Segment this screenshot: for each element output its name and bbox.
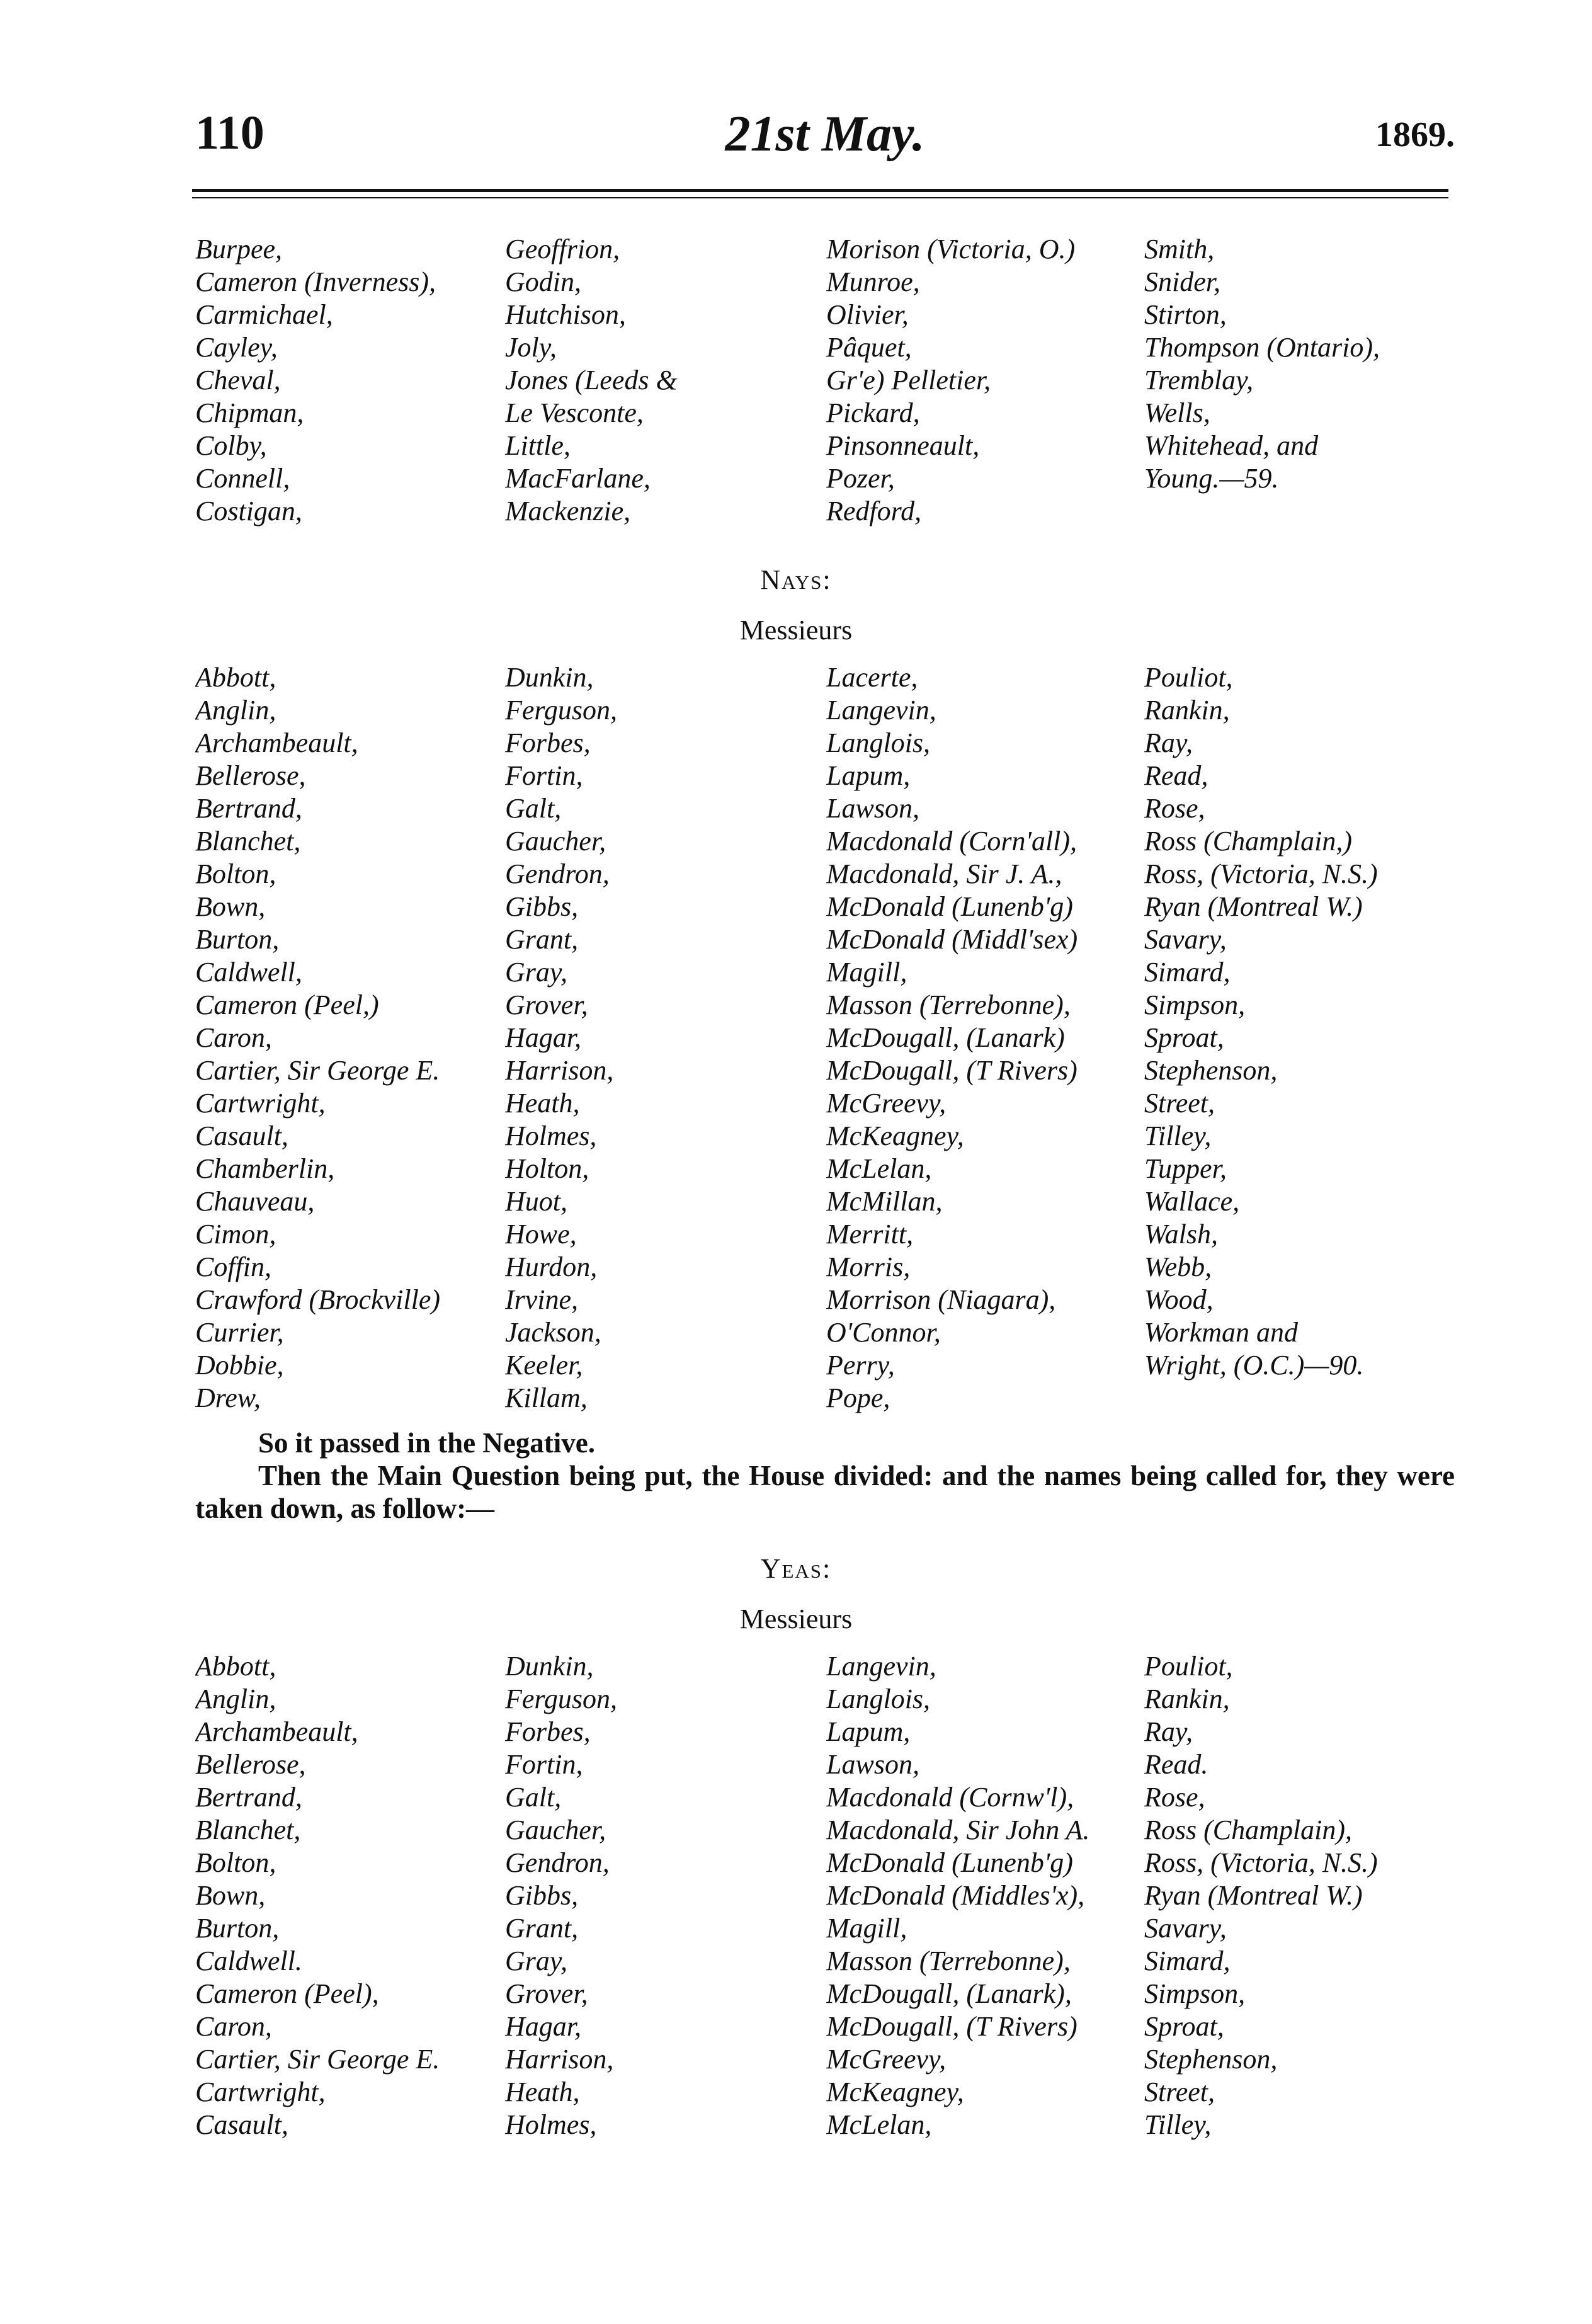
member-name: Grant,	[505, 924, 579, 955]
member-name: Ray,	[1144, 1716, 1193, 1747]
member-name: Ryan (Montreal W.)	[1144, 1880, 1363, 1911]
member-name: McGreevy,	[826, 1088, 947, 1119]
member-name: Gendron,	[505, 1847, 610, 1878]
member-name: Wright, (O.C.)—90.	[1144, 1350, 1364, 1381]
member-name: Morison (Victoria, O.)	[826, 234, 1076, 265]
member-name: Cartwright,	[195, 1088, 326, 1119]
member-name: Gray,	[505, 1945, 567, 1976]
member-name: Pouliot,	[1144, 1651, 1233, 1682]
member-name: Dunkin,	[505, 1651, 594, 1682]
member-name: Currier,	[195, 1317, 284, 1348]
member-name: Pâquet,	[826, 332, 912, 363]
member-name: Macdonald (Corn'all),	[826, 826, 1077, 857]
member-name: Savary,	[1144, 924, 1227, 955]
header-rule-thin	[192, 197, 1448, 198]
member-name: Fortin,	[505, 1749, 583, 1780]
member-name: Hagar,	[505, 1022, 582, 1053]
member-name: Drew,	[195, 1382, 261, 1413]
member-name: Holmes,	[505, 1120, 597, 1151]
member-name: Caron,	[195, 1022, 272, 1053]
nays-list	[195, 661, 1455, 1415]
member-name: Jackson,	[505, 1317, 601, 1348]
main-question-text: Then the Main Question being put, the House divided: and the names being called for, they were taken down, as follow:—	[195, 1460, 1455, 1524]
member-name: Redford,	[826, 496, 922, 527]
member-name: Olivier,	[826, 299, 909, 330]
member-name: Bown,	[195, 891, 266, 922]
member-name: Gibbs,	[505, 1880, 579, 1911]
member-name: Langevin,	[826, 695, 936, 726]
member-name: Chauveau,	[195, 1186, 315, 1217]
member-name: Le Vesconte,	[505, 397, 644, 428]
member-name: Gendron,	[505, 858, 610, 889]
member-name	[1144, 1382, 1455, 1415]
member-name: McLelan,	[826, 2109, 932, 2140]
member-name: Mackenzie,	[505, 496, 631, 527]
member-name: Geoffrion,	[505, 234, 620, 265]
member-name: Pinsonneault,	[826, 430, 980, 461]
member-name: Stephenson,	[1144, 1055, 1278, 1086]
member-name: Macdonald (Cornw'l),	[826, 1782, 1074, 1813]
member-name: Ross, (Victoria, N.S.)	[1144, 858, 1378, 889]
member-name: McDougall, (Lanark),	[826, 1978, 1072, 2009]
member-name: Grover,	[505, 1978, 588, 2009]
member-name: Wells,	[1144, 397, 1210, 428]
member-name: Connell,	[195, 463, 290, 494]
member-name: Morrison (Niagara),	[826, 1284, 1056, 1315]
member-name: Webb,	[1144, 1251, 1212, 1282]
header-rule-thick	[192, 189, 1448, 192]
member-name: McDonald (Middles'x),	[826, 1880, 1085, 1911]
member-name: Tilley,	[1144, 2109, 1212, 2140]
page-year: 1869.	[1375, 115, 1455, 154]
member-name: Langlois,	[826, 1683, 931, 1714]
member-name: Crawford (Brockville)	[195, 1284, 440, 1315]
member-name: Street,	[1144, 2076, 1215, 2107]
member-name: Thompson (Ontario),	[1144, 332, 1380, 363]
member-name: Burpee,	[195, 234, 283, 265]
member-name: Colby,	[195, 430, 267, 461]
member-name: Macdonald, Sir J. A.,	[826, 858, 1062, 889]
nays-heading: Nays:	[760, 564, 832, 595]
member-name: Archambeault,	[195, 727, 358, 758]
member-name: Cartier, Sir George E.	[195, 2044, 440, 2075]
member-name: Cartier, Sir George E.	[195, 1055, 440, 1086]
member-name: Gaucher,	[505, 826, 606, 857]
member-name: McDonald (Lunenb'g)	[826, 891, 1073, 922]
member-name: McLelan,	[826, 1153, 932, 1184]
member-name: Read.	[1144, 1749, 1208, 1780]
member-name: Bertrand,	[195, 1782, 302, 1813]
member-name: Pickard,	[826, 397, 920, 428]
member-name: Galt,	[505, 793, 562, 824]
member-name: Lawson,	[826, 1749, 919, 1780]
member-name: Tilley,	[1144, 1120, 1212, 1151]
member-name: Merritt,	[826, 1219, 914, 1250]
member-name: Joly,	[505, 332, 557, 363]
member-name: Forbes,	[505, 1716, 591, 1747]
member-name: Dunkin,	[505, 662, 594, 693]
member-name: Masson (Terrebonne),	[826, 1945, 1071, 1976]
member-name: Jones (Leeds &	[505, 365, 678, 396]
member-name: McKeagney,	[826, 2076, 964, 2107]
member-name: Huot,	[505, 1186, 567, 1217]
member-name: Snider,	[1144, 266, 1220, 297]
messieurs-label-2: Messieurs	[739, 1603, 853, 1634]
member-name: Bellerose,	[195, 1749, 306, 1780]
member-name: McDonald (Lunenb'g)	[826, 1847, 1073, 1878]
member-name: Fortin,	[505, 760, 583, 791]
member-name: Tupper,	[1144, 1153, 1227, 1184]
member-name: Morris,	[826, 1251, 911, 1282]
member-name: Caldwell.	[195, 1945, 302, 1976]
member-name: Cheval,	[195, 365, 281, 396]
member-name: Rankin,	[1144, 1683, 1230, 1714]
member-name: Lapum,	[826, 760, 911, 791]
member-name: Burton,	[195, 1913, 280, 1944]
member-name: Caron,	[195, 2011, 272, 2042]
member-name: Hurdon,	[505, 1251, 598, 1282]
member-name: Holmes,	[505, 2109, 597, 2140]
member-name: Abbott,	[195, 662, 276, 693]
member-name: Savary,	[1144, 1913, 1227, 1944]
messieurs-label: Messieurs	[739, 615, 853, 646]
member-name: Howe,	[505, 1219, 577, 1250]
member-name: Cartwright,	[195, 2076, 326, 2107]
member-name: Langevin,	[826, 1651, 936, 1682]
member-name: Sproat,	[1144, 1022, 1224, 1053]
member-name: Little,	[505, 430, 571, 461]
member-name	[1144, 495, 1455, 528]
member-name: Bellerose,	[195, 760, 306, 791]
member-name: MacFarlane,	[505, 463, 651, 494]
member-name: Blanchet,	[195, 1814, 301, 1845]
page-date: 21st May.	[725, 106, 925, 162]
member-name: Cameron (Peel),	[195, 1978, 379, 2009]
member-name: Tremblay,	[1144, 365, 1254, 396]
member-name: Cayley,	[195, 332, 278, 363]
page-number: 110	[195, 106, 264, 159]
member-name: Grant,	[505, 1913, 579, 1944]
member-name: Grover,	[505, 989, 588, 1020]
member-name: McDougall, (T Rivers)	[826, 1055, 1077, 1086]
member-name: Harrison,	[505, 2044, 614, 2075]
member-name: Casault,	[195, 1120, 288, 1151]
yeas-heading: Yeas:	[760, 1553, 832, 1584]
member-name: McDougall, (T Rivers)	[826, 2011, 1077, 2042]
member-name: Heath,	[505, 1088, 580, 1119]
member-name: McKeagney,	[826, 1120, 964, 1151]
member-name: Anglin,	[195, 695, 276, 726]
member-name: Ross (Champlain,)	[1144, 826, 1352, 857]
member-name: Magill,	[826, 957, 907, 988]
member-name: Bertrand,	[195, 793, 302, 824]
member-name: Hagar,	[505, 2011, 582, 2042]
member-name: Street,	[1144, 1088, 1215, 1119]
member-name: Casault,	[195, 2109, 288, 2140]
member-name: Read,	[1144, 760, 1208, 791]
member-name: Cimon,	[195, 1219, 276, 1250]
member-name: Ross, (Victoria, N.S.)	[1144, 1847, 1378, 1878]
member-name: Pozer,	[826, 463, 895, 494]
member-name: Gibbs,	[505, 891, 579, 922]
member-name: Bolton,	[195, 1847, 276, 1878]
member-name: Pouliot,	[1144, 662, 1233, 693]
member-name: Lacerte,	[826, 662, 918, 693]
member-name: Heath,	[505, 2076, 580, 2107]
member-name: Cameron (Peel,)	[195, 989, 379, 1020]
member-name: Munroe,	[826, 266, 920, 297]
member-name: Rose,	[1144, 1782, 1205, 1813]
member-name: Godin,	[505, 266, 581, 297]
member-name: Coffin,	[195, 1251, 272, 1282]
member-name: Langlois,	[826, 727, 931, 758]
passed-negative-text: So it passed in the Negative.	[258, 1427, 596, 1459]
member-name: Ross (Champlain),	[1144, 1814, 1352, 1845]
member-name: Wallace,	[1144, 1186, 1240, 1217]
member-name: Simard,	[1144, 957, 1231, 988]
member-name: Keeler,	[505, 1350, 583, 1381]
member-name: Killam,	[505, 1382, 588, 1413]
member-name: Burton,	[195, 924, 280, 955]
member-name: Ryan (Montreal W.)	[1144, 891, 1363, 922]
yeas-list	[195, 1650, 1455, 2141]
member-name: Walsh,	[1144, 1219, 1218, 1250]
member-name: Bown,	[195, 1880, 266, 1911]
member-name: Anglin,	[195, 1683, 276, 1714]
member-name: O'Connor,	[826, 1317, 941, 1348]
member-name: Sproat,	[1144, 2011, 1224, 2042]
member-name: Wood,	[1144, 1284, 1214, 1315]
member-name: Ferguson,	[505, 1683, 618, 1714]
member-name: Hutchison,	[505, 299, 626, 330]
member-name: Ferguson,	[505, 695, 618, 726]
member-name: Stephenson,	[1144, 2044, 1278, 2075]
member-name: Chipman,	[195, 397, 304, 428]
member-name: Stirton,	[1144, 299, 1227, 330]
yeas-continued-list	[195, 233, 1455, 528]
member-name: Bolton,	[195, 858, 276, 889]
member-name: Irvine,	[505, 1284, 579, 1315]
member-name: Ray,	[1144, 727, 1193, 758]
member-name: Rose,	[1144, 793, 1205, 824]
member-name: Pope,	[826, 1382, 890, 1413]
member-name: Abbott,	[195, 1651, 276, 1682]
member-name: Magill,	[826, 1913, 907, 1944]
member-name: Workman and	[1144, 1317, 1299, 1348]
member-name: Galt,	[505, 1782, 562, 1813]
member-name: Masson (Terrebonne),	[826, 989, 1071, 1020]
member-name: Simpson,	[1144, 989, 1246, 1020]
member-name: Forbes,	[505, 727, 591, 758]
member-name: Macdonald, Sir John A.	[826, 1814, 1090, 1845]
member-name: Gray,	[505, 957, 567, 988]
member-name: Gr'e) Pelletier,	[826, 365, 991, 396]
member-name: Lapum,	[826, 1716, 911, 1747]
member-name: Harrison,	[505, 1055, 614, 1086]
page-header	[195, 106, 1455, 162]
member-name: Smith,	[1144, 234, 1215, 265]
member-name: Perry,	[826, 1350, 895, 1381]
member-name: McDonald (Middl'sex)	[826, 924, 1078, 955]
member-name: Cameron (Inverness),	[195, 266, 436, 297]
member-name: McGreevy,	[826, 2044, 947, 2075]
member-name: Holton,	[505, 1153, 589, 1184]
member-name: McMillan,	[826, 1186, 943, 1217]
member-name: Chamberlin,	[195, 1153, 335, 1184]
member-name: Caldwell,	[195, 957, 302, 988]
member-name: Lawson,	[826, 793, 919, 824]
member-name: Young.—59.	[1144, 463, 1279, 494]
member-name: Costigan,	[195, 496, 302, 527]
member-name: Archambeault,	[195, 1716, 358, 1747]
member-name: Blanchet,	[195, 826, 301, 857]
member-name: Whitehead, and	[1144, 430, 1319, 461]
member-name: Carmichael,	[195, 299, 333, 330]
member-name: Simpson,	[1144, 1978, 1246, 2009]
member-name: McDougall, (Lanark)	[826, 1022, 1065, 1053]
member-name: Dobbie,	[195, 1350, 284, 1381]
member-name: Gaucher,	[505, 1814, 606, 1845]
member-name: Rankin,	[1144, 695, 1230, 726]
member-name: Simard,	[1144, 1945, 1231, 1976]
